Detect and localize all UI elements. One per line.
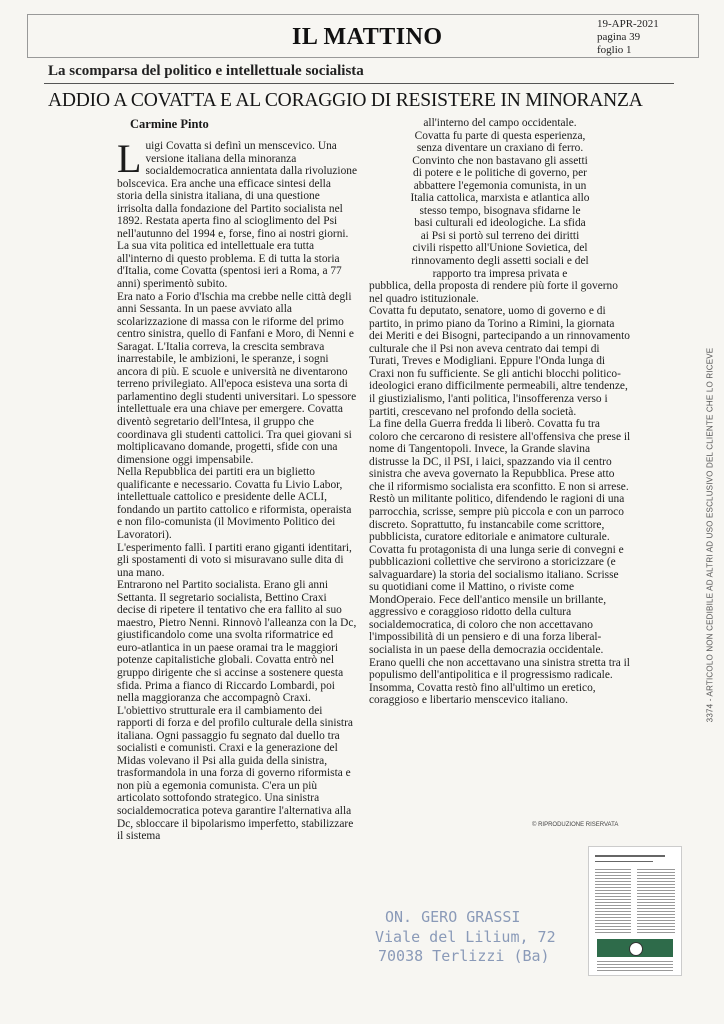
thumb-subheader: [595, 861, 653, 862]
article-headline: ADDIO A COVATTA E AL CORAGGIO DI RESISTERE IN MINORANZA: [48, 90, 643, 111]
paragraph: La fine della Guerra fredda li liberò. Covatta fu tra coloro che cercarono di resistere all'offensiva che prese il nome di Tangentopoli. Invece, la Grande slavina distrusse la DC, il PSI, i laici, spazzando via il centro sinistra che aveva governato la Repubblica. Prese atto che il riformismo socialista era sconfitto. E non si arrese. Restò un militante politico, difendendo le ragioni di una parrocchia, scrisse, sempre più piccola e con un parroco discreto. Soprattutto, fu instancabile come scrittore, pubblicista, curatore editoriale e animatore culturale.: [369, 418, 631, 544]
stamp-city: 70038 Terlizzi (Ba): [378, 947, 550, 965]
thumb-text-left: [595, 869, 631, 935]
article-column-1: [117, 136, 358, 843]
stamp-address: Viale del Lilium, 72: [375, 928, 556, 946]
side-notice: 3374 - ARTICOLO NON CEDIBILE AD ALTRI AD USO ESCLUSIVO DEL CLIENTE CHE LO RICEVE: [705, 347, 715, 723]
thumb-header: [595, 855, 665, 857]
drop-cap: L: [117, 136, 142, 181]
paragraph: L'obiettivo strutturale era il cambiamento dei rapporti di forza e del profilo culturale della sinistra italiana. Ogni passaggio fu segnato dal duello tra socialisti e comunisti. Craxi e la generazione del Midas volevano il Psi alla guida della sinistra, trasformandola in una forza di governo riformista e non più a egemonia comunista. C'era un più articolato sottofondo strategico. Una sinistra socialdemocratica poteva garantire l'alternativa alla Dc, sbloccare il bipolarismo imperfetto, stabilizzare il sistema: [117, 704, 354, 843]
newspaper-logo: IL MATTINO: [292, 24, 443, 50]
paragraph: L'esperimento fallì. I partiti erano giganti identitari, gli spostamenti di voto si misuravano sulle dita di una mano.: [117, 541, 352, 579]
thumb-text-right: [637, 869, 675, 935]
page-thumbnail: [588, 846, 682, 976]
header-rule: [44, 83, 674, 84]
article-author: Carmine Pinto: [130, 117, 209, 131]
sheet-number: foglio 1: [597, 44, 632, 56]
paragraph-centered: Covatta fu parte di questa esperienza, senza diventare un craxiano di ferro. Convinto che non bastavano gli assetti di potere e le politiche di governo, per abbattere l'egemonia comunista, in un Italia cattolica, marxista e atlantica allo stesso tempo, bisognava sfidarne le basi culturali ed ideologiche. La sfida ai Psi si portò sul terreno dei diritti civili rispetto all'Unione Sovietica, del rinnovamento degli assetti sociali e del rapporto tra impresa privata e: [410, 129, 590, 280]
paragraph: all'interno del campo occidentale.: [423, 117, 577, 129]
paragraph: Era nato a Forio d'Ischia ma crebbe nelle città degli anni Sessanta. In un paese avviato alla scolarizzazione di massa con le riforme del primo centro sinistra, quello di Fanfani e Moro, di Nenni e Saragat. L'Italia correva, la crescita sembrava inarrestabile, le ambizioni, le speranze, i sogni ancora di più. E scuole e università ne diventarono terreno privilegiato. All'epoca esisteva una sorta di parlamentino degli studenti universitari. Lo spessore intellettuale era una chiave per emergere. Covatta diventò segretario dell'Intesa, il gruppo che coordinava gli studenti cattolici. Tra quei giovani si moltiplicavano domande, progetti, sfide con una dimensione oggi impensabile.: [117, 290, 357, 466]
page-number: pagina 39: [597, 31, 641, 43]
paragraph: Nella Repubblica dei partiti era un biglietto qualificante e necessario. Covatta fu Livio Labor, intellettuale cattolico e presidente delle ACLI, fondando un partito cattolico e riformista, operaista e non filo-comunista (il Movimento Politico dei Lavoratori).: [117, 466, 352, 541]
paragraph: Covatta fu protagonista di una lunga serie di convegni e pubblicazioni collettive che servirono a storicizzare (e salvaguardare) la storia del socialismo italiano. Scrisse su quotidiani come il Mattino, o riviste come MondOperaio. Fece dell'antico mensile un brillante, aggressivo e coraggioso ridotto della cultura socialdemocratica, di coloro che non accettavano l'impossibilità di un pensiero e di una forza liberal-socialista in un paese della democrazia occidentale. Erano quelli che non accettavano una sinistra stretta tra il populismo dell'antipolitica e il progressismo radicale. Insomma, Covatta restò fino all'ultimo un eretico, coraggioso e libertario menscevico italiano.: [369, 543, 630, 707]
stamp-name: ON. GERO GRASSI: [385, 908, 521, 926]
article-column-2: [369, 117, 631, 707]
paragraph: pubblica, della proposta di rendere più forte il governo nel quadro istituzionale.: [369, 280, 618, 305]
paragraph: Entrarono nel Partito socialista. Erano gli anni Settanta. Il segretario socialista, Bettino Craxi decise di ripetere il tentativo che era fallito al suo maestro, Pietro Nenni. Rinnovò l'alleanza con la Dc, giustificandolo come una svolta riformatrice ed euro-atlantica in un paese oramai tra le maggiori potenze capitalistiche globali. Covatta entrò nel gruppo dirigente che si accinse a sostenere questa sfida. Prima a fianco di Riccardo Lombardi, poi nella maggioranza che accompagnò Craxi.: [117, 579, 357, 705]
copyright-note: © RIPRODUZIONE RISERVATA: [532, 822, 619, 828]
thumb-ball-icon: [629, 942, 643, 956]
paragraph: Luigi Covatta si definì un menscevico. Una versione italiana della minoranza socialdemocratica annientata dalla rivoluzione bolscevica. Era anche una efficace sintesi della storia della sinistra italiana, di una questione irrisolta dalla fondazione del Partito socialista nel 1892. Restata aperta fino al scioglimento del Psi nell'autunno del 1994 e, forse, fino ai nostri giorni. La sua vita politica ed intellettuale era tutta all'interno di questo problema. E di tutta la storia d'Italia, come Covatta (spentosi ieri a Roma, a 77 anni) sperimentò subito.: [117, 136, 358, 291]
article-topic: La scomparsa del politico e intellettuale socialista: [48, 63, 364, 79]
paragraph: Covatta fu deputato, senatore, uomo di governo e di partito, in primo piano da Torino a Rimini, la giornata dei Meriti e dei Bisogni, partecipando a un rinnovamento culturale che il Psi non aveva centrato dai tempi di Turati, Treves e Modigliani. Eppure l'Onda lunga di Craxi non fu sufficiente. Se gli antichi blocchi politico-ideologici erano difficilmente permeabili, altre tendenze, il giustizialismo, l'anti politica, l'insofferenza verso i partiti, crescevano nel profondo della società.: [369, 305, 630, 418]
issue-date: 19-APR-2021: [597, 18, 659, 30]
thumb-text-bottom: [597, 961, 673, 971]
